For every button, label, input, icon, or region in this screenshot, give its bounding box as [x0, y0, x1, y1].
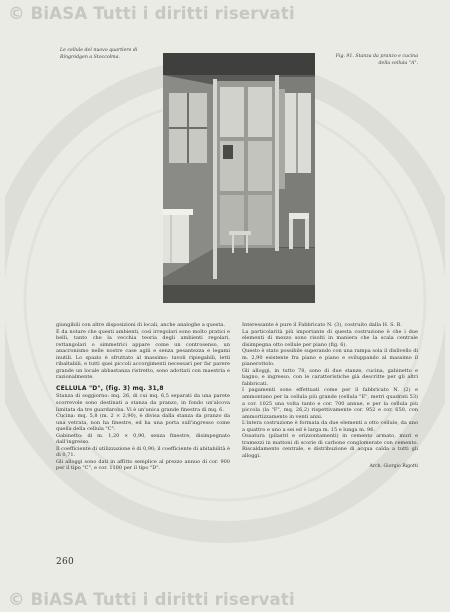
interior-photo-illustration — [163, 53, 315, 303]
paragraph: Interessante è pure il Fabbricato N. (3), costruito dalla H. S. B. — [242, 322, 402, 328]
paragraph: Ossatura (pilastri e orizzontamenti) in cemento armato, muri e tramezzi in mattoni di scorie di carbone conglomerate con cemento. Riscaldamento centrale, e distribuzione di acqua calda a tutti gli alloggi. — [242, 433, 418, 459]
photo-caption-right: Fig. 91. Stanza da pranzo e cucina della cellula "A". — [335, 54, 418, 66]
watermark-bottom: © BiASA Tutti i diritti riservati — [8, 590, 295, 609]
paragraph: Stanza di soggiorno: mq. 26, di cui mq. 6,5 separati da una parete scorrevole sono destinati a stanza da pranzo, in fondo un'alcova limitata da tre guardaroba. Vi è un'unica grande finestra di mq. 6. — [56, 393, 230, 413]
text-column-left — [56, 322, 230, 472]
paragraph: Il coefficiente di utilizzazione è di 0,90; il coefficiente di abitabilità è di 0,71. — [56, 445, 230, 459]
paragraph: I pagamenti sono effettuati come per il fabbricato N. (2) e ammontano per la cellula più grande (cellula "E", metri quadrati 53) a cor. 1025 una volta tanto e cor. 700 annue, e per la cellula più piccola (la "F", mq. 26,2) rispettivamente cor. 952 e cor. 650, con ammortizzamento in venti anni. — [242, 387, 418, 420]
photo-caption-left: Le cellule del nuovo quartiere di Ringródgen a Stoccolma. — [60, 48, 138, 60]
page-number: 260 — [56, 557, 75, 567]
watermark-top: © BiASA Tutti i diritti riservati — [8, 4, 295, 23]
paragraph: L'intera costruzione è formata da due elementi a otto cellule, da uno a quattro e uno a sei ed è larga m. 15 e lunga m. 96. — [242, 420, 418, 433]
paragraph: Gli alloggi sono dati in affitto semplice al prezzo annuo di cor. 900 per il tipo "C", e cor. 1100 per il tipo "D". — [56, 458, 230, 472]
paragraph: Questo è stato possibile superando con una rampa sola il dislivello di m. 2,90 esistente fra piano e piano e sviluppando al massimo il pianerottolo. — [242, 348, 418, 368]
interior-photograph — [163, 53, 315, 303]
paragraph: Gabinetto: di m. 1,20 × 0,90, senza finestre, disimpegnato dall'ingresso. — [56, 432, 230, 446]
author-signature: Arch. Giorgio Rigotti — [369, 464, 418, 470]
section-heading: CELLULA "D", (fig. 3) mq. 31,8 — [56, 384, 164, 392]
paragraph: Gli alloggi, in tutto 78, sono di due stanze, cucina, gabinetto e bagno, e ingresso, con le caratteristiche già descritte per gli altri fabbricati. — [242, 367, 418, 387]
paragraph: È da notare che questi ambienti, così irregolari sono molto pratici e belli, tanto che la vecchia teoria degli ambienti regolari, rettangolari o simmetrici appare come un controsenso, un anacronismo nelle nostre case agili e senza pesantezza e legami inutili. Lo spazio è sfruttato al massimo: tavoli ripiegabili, letti ribaltabili, e tutti quei piccoli accorgimenti necessari per far parere grande un locale abbastanza ristretto, sono adottati con maestria e razionalmente. — [56, 328, 230, 381]
text-column-right — [242, 322, 418, 471]
paragraph: Cucina: mq. 5,8 (m. 2 × 2,90), è divisa dalla stanza da pranzo da una vetrata, non ha finestre, ed ha una porta sull'ingresso come quella della cellula "C". — [56, 413, 230, 433]
paragraph: giungibili con altre disposizioni di locali, anche analoghe a questa. — [56, 322, 225, 328]
paragraph: La particolarità più importante di questa costruzione è che i due elementi di mezzo sono risolti in maniera che la scala centrale disimpegna otto cellule per piano (fig. 6). — [242, 328, 418, 348]
